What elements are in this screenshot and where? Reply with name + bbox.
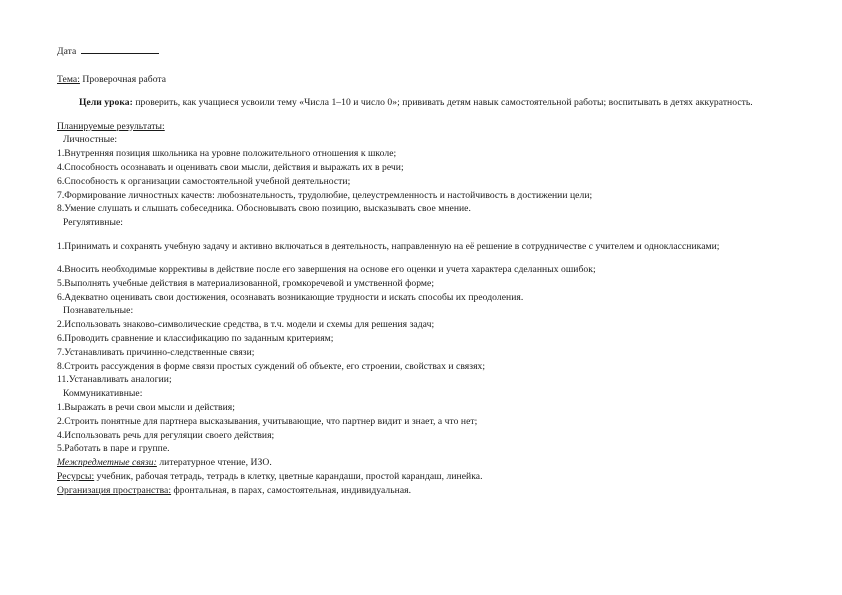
resources-line — [57, 470, 787, 484]
date-label: Дата — [57, 46, 77, 57]
cognitive-item: 8.Строить рассуждения в форме связи простых суждений об объекте, его строении, свойствах и связях; — [57, 360, 486, 372]
personal-heading: Личностные: — [63, 134, 118, 146]
cognitive-item: 11.Устанавливать аналогии; — [57, 374, 172, 386]
cognitive-heading: Познавательные: — [63, 305, 134, 317]
communicative-item: 5.Работать в паре и группе. — [57, 443, 170, 455]
planned-results-heading: Планируемые результаты: — [57, 120, 165, 132]
interdisciplinary-label: Межпредметные связи: — [57, 457, 157, 469]
document-body — [57, 44, 787, 497]
space-line — [57, 484, 787, 498]
personal-item: 7.Формирование личностных качеств: любознательность, трудолюбие, целеустремленность и настойчивость в достижении цели; — [57, 189, 593, 201]
space-label: Организация пространства: — [57, 484, 172, 496]
regulatory-item: 1.Принимать и сохранять учебную задачу и активно включаться в деятельность, направленную на её решение в сотрудничестве с учителем и одноклассниками; — [57, 240, 720, 252]
spacer — [57, 59, 787, 73]
space-value: фронтальная, в парах, самостоятельная, индивидуальная. — [173, 484, 412, 496]
personal-item: 8.Умение слушать и слышать собеседника. Обосновывать свою позицию, высказывать свое мнение. — [57, 203, 471, 215]
resources-value: учебник, рабочая тетрадь, тетрадь в клетку, цветные карандаши, простой карандаш, линейка. — [96, 470, 483, 482]
goals-text: проверить, как учащиеся усвоили тему «Числа 1–10 и число 0»; прививать детям навык самостоятельной работы; воспитывать в детях аккуратность. — [135, 97, 753, 109]
resources-label: Ресурсы: — [57, 470, 95, 482]
communicative-item: 2.Строить понятные для партнера высказывания, учитывающие, что партнер видит и знает, а что нет; — [57, 415, 478, 427]
regulatory-item: 5.Выполнять учебные действия в материализованной, громкоречевой и умственной форме; — [57, 277, 435, 289]
topic-line — [57, 73, 787, 87]
personal-item: 6.Способность к организации самостоятельной учебной деятельности; — [57, 175, 351, 187]
communicative-heading: Коммуникативные: — [63, 388, 143, 400]
goals-paragraph — [57, 96, 787, 110]
cognitive-item: 6.Проводить сравнение и классификацию по заданным критериям; — [57, 332, 334, 344]
topic-value: Проверочная работа — [82, 73, 167, 85]
communicative-item: 4.Использовать речь для регуляции своего действия; — [57, 429, 275, 441]
cognitive-item: 2.Использовать знаково-символические средства, в т.ч. модели и схемы для решения задач; — [57, 319, 435, 331]
interdisciplinary-line — [57, 456, 787, 470]
regulatory-item: 6.Адекватно оценивать свои достижения, осознавать возникающие трудности и искать способы их преодоления. — [57, 291, 524, 303]
regulatory-item: 4.Вносить необходимые коррективы в действие после его завершения на основе его оценки и учета характера сделанных ошибок; — [57, 263, 596, 275]
date-blank — [81, 44, 159, 54]
interdisciplinary-value: литературное чтение, ИЗО. — [159, 457, 272, 469]
goals-label: Цели урока: — [79, 97, 133, 109]
personal-item: 1.Внутренняя позиция школьника на уровне положительного отношения к школе; — [57, 148, 397, 160]
topic-label: Тема: — [57, 73, 80, 85]
cognitive-item: 7.Устанавливать причинно-следственные связи; — [57, 346, 255, 358]
personal-item: 4.Способность осознавать и оценивать свои мысли, действия и выражать их в речи; — [57, 161, 404, 173]
regulatory-heading: Регулятивные: — [63, 217, 123, 229]
communicative-item: 1.Выражать в речи свои мысли и действия; — [57, 401, 235, 413]
date-line — [57, 44, 787, 59]
